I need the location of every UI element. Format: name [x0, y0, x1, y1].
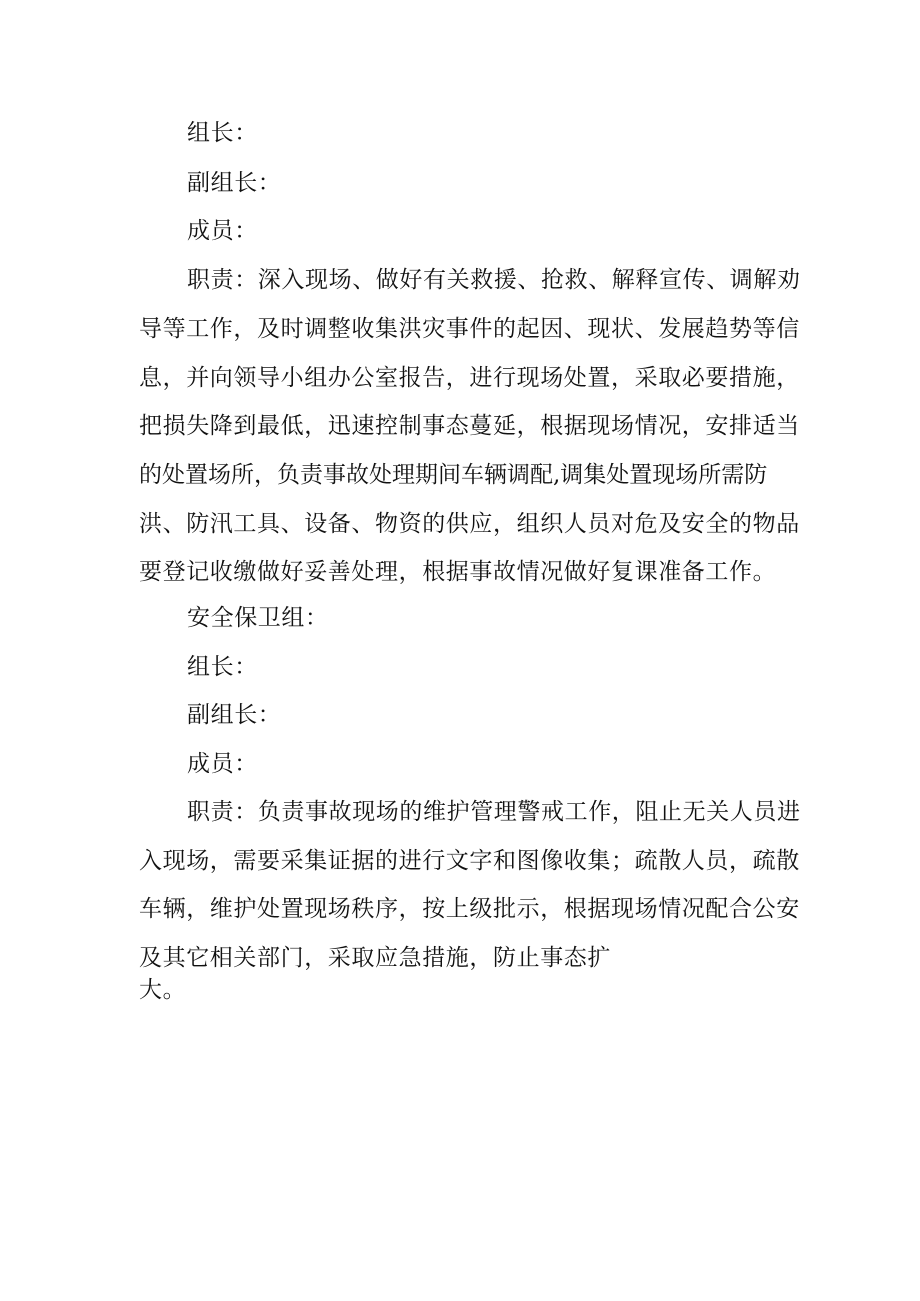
section1-leader-label: 组长：: [187, 120, 258, 146]
section2-duties-line: 车辆，维护处置现场秩序，按上级批示，根据现场情况配合公安: [139, 896, 800, 922]
section2-duties-line: 大。: [139, 977, 187, 1003]
section2-members-label: 成员：: [187, 751, 258, 777]
section1-deputy-leader-label: 副组长：: [187, 170, 282, 196]
section2-deputy-leader-label: 副组长：: [187, 702, 282, 728]
section2-leader-label: 组长：: [187, 654, 258, 680]
section2-duties-line: 入现场，需要采集证据的进行文字和图像收集；疏散人员，疏散: [139, 848, 800, 874]
section1-duties-line: 导等工作，及时调整收集洪灾事件的起因、现状、发展趋势等信: [139, 316, 800, 342]
section2-duties-line: 及其它相关部门，采取应急措施，防止事态扩: [139, 945, 611, 971]
section1-duties-line: 职责：深入现场、做好有关救援、抢救、解释宣传、调解劝: [187, 267, 801, 293]
section2-group-title: 安全保卫组：: [187, 605, 329, 631]
section1-members-label: 成员：: [187, 218, 258, 244]
section1-duties-line: 洪、防汛工具、设备、物资的供应，组织人员对危及安全的物品: [139, 511, 800, 537]
section2-duties-line: 职责：负责事故现场的维护管理警戒工作，阻止无关人员进: [187, 799, 801, 825]
section1-duties-line: 息，并向领导小组办公室报告，进行现场处置，采取必要措施，: [139, 365, 800, 391]
section1-duties-line: 要登记收缴做好妥善处理，根据事故情况做好复课准备工作。: [139, 559, 777, 585]
section1-duties-line: 把损失降到最低，迅速控制事态蔓延，根据现场情况，安排适当: [139, 413, 800, 439]
section1-duties-line: 的处置场所，负责事故处理期间车辆调配,调集处置现场所需防: [139, 462, 768, 488]
